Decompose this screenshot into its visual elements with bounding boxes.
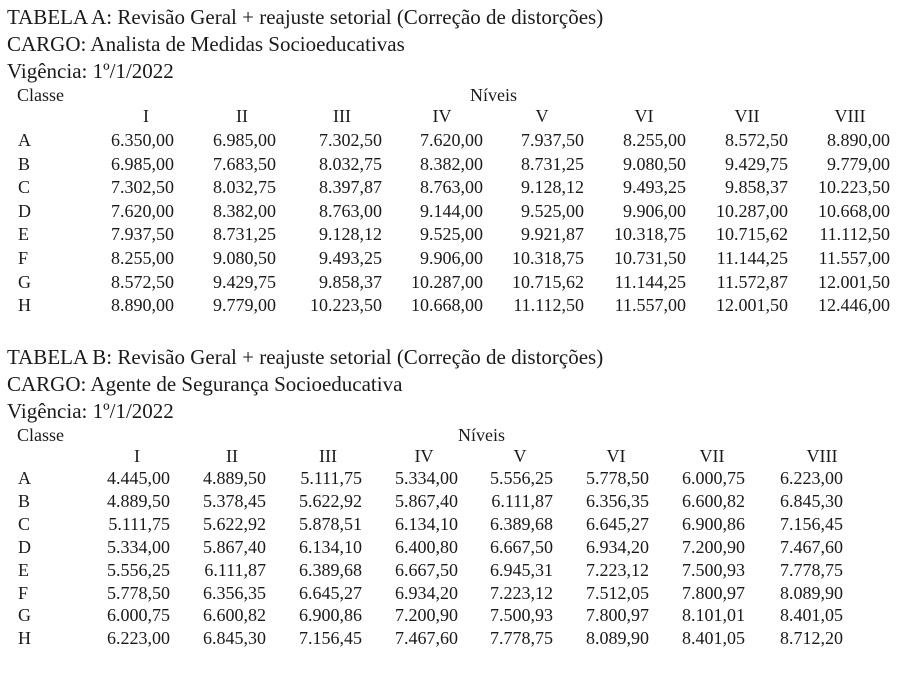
classe-label: D (18, 536, 31, 557)
salary-value: 5.778,50 (586, 468, 649, 488)
salary-value: 12.001,50 (716, 295, 788, 316)
salary-value: 8.397,87 (319, 177, 382, 198)
salary-value: 8.401,05 (682, 628, 745, 649)
salary-value: 8.255,00 (111, 248, 174, 268)
classe-label: C (18, 177, 31, 198)
level-header: III (333, 106, 351, 126)
salary-value: 5.378,45 (203, 490, 266, 511)
salary-value: 11.112,50 (513, 295, 584, 316)
salary-value: 9.858,37 (319, 271, 382, 292)
salary-value: 7.620,00 (111, 200, 174, 221)
salary-value: 7.467,60 (780, 536, 843, 557)
salary-value: 5.556,25 (490, 468, 553, 488)
salary-value: 6.356,35 (586, 490, 649, 511)
classe-label: D (18, 200, 31, 221)
salary-value: 10.318,75 (614, 224, 686, 245)
classe-label: B (18, 153, 31, 174)
salary-value: 8.731,25 (521, 153, 584, 174)
salary-value: 11.572,87 (716, 271, 788, 292)
salary-value: 6.000,75 (107, 605, 170, 626)
salary-value: 6.934,20 (395, 582, 458, 603)
salary-value: 8.731,25 (213, 224, 276, 245)
salary-value: 8.101,01 (682, 605, 745, 626)
salary-value: 7.156,45 (780, 513, 843, 534)
salary-value: 4.889,50 (107, 490, 170, 511)
salary-value: 9.779,00 (827, 153, 890, 174)
salary-value: 7.800,97 (682, 582, 745, 603)
level-header: IV (414, 446, 434, 466)
salary-value: 7.512,05 (586, 582, 649, 603)
salary-value: 9.906,00 (420, 248, 483, 268)
salary-value: 6.600,82 (203, 605, 266, 626)
classe-label: G (18, 271, 31, 292)
salary-value: 8.890,00 (827, 130, 890, 150)
salary-value: 7.778,75 (780, 559, 843, 580)
table-a (0, 4, 902, 335)
salary-value: 4.889,50 (203, 468, 266, 488)
salary-value: 6.667,50 (490, 536, 553, 557)
salary-value: 6.600,82 (682, 490, 745, 511)
classe-label: F (18, 248, 29, 268)
salary-value: 9.144,00 (420, 200, 483, 221)
salary-value: 8.089,90 (780, 582, 843, 603)
salary-value: 12.446,00 (818, 295, 890, 316)
level-header: I (134, 446, 140, 466)
salary-grid (0, 85, 902, 335)
salary-value: 6.134,10 (395, 513, 458, 534)
level-header: VIII (834, 106, 866, 126)
salary-value: 7.683,50 (213, 153, 276, 174)
classe-label: G (18, 605, 31, 626)
salary-value: 8.032,75 (213, 177, 276, 198)
level-header: VI (606, 446, 626, 466)
salary-value: 6.350,00 (111, 130, 174, 150)
classe-label: H (18, 295, 31, 316)
salary-grid (0, 425, 902, 675)
salary-value: 7.200,90 (395, 605, 458, 626)
salary-value: 11.144,25 (614, 271, 686, 292)
salary-value: 8.572,50 (725, 130, 788, 150)
salary-value: 10.715,62 (716, 224, 788, 245)
salary-value: 6.223,00 (780, 468, 843, 488)
salary-value: 4.445,00 (107, 468, 170, 488)
salary-value: 7.620,00 (420, 130, 483, 150)
table-title: TABELA A: Revisão Geral + reajuste setorial (Correção de distorções) (7, 5, 604, 29)
salary-value: 10.668,00 (818, 200, 890, 221)
level-header: I (143, 106, 149, 126)
salary-value: 9.858,37 (725, 177, 788, 198)
niveis-header: Níveis (458, 425, 505, 445)
salary-value: 5.867,40 (203, 536, 266, 557)
salary-value: 5.622,92 (299, 490, 362, 511)
classe-header: Classe (17, 425, 64, 445)
salary-value: 9.128,12 (521, 177, 584, 198)
salary-value: 6.134,10 (299, 536, 362, 557)
salary-value: 6.945,31 (490, 559, 553, 580)
salary-value: 10.223,50 (310, 295, 382, 316)
salary-value: 6.667,50 (395, 559, 458, 580)
salary-value: 8.890,00 (111, 295, 174, 316)
salary-value: 5.778,50 (107, 582, 170, 603)
salary-value: 6.389,68 (299, 559, 362, 580)
salary-value: 6.000,75 (682, 468, 745, 488)
salary-value: 8.763,00 (420, 177, 483, 198)
classe-label: E (18, 224, 29, 245)
salary-value: 9.493,25 (623, 177, 686, 198)
salary-value: 5.111,75 (300, 468, 362, 488)
salary-value: 10.715,62 (512, 271, 584, 292)
salary-value: 7.156,45 (299, 628, 362, 649)
level-header: VII (734, 106, 760, 126)
salary-value: 10.287,00 (411, 271, 483, 292)
salary-value: 7.937,50 (111, 224, 174, 245)
classe-label: B (18, 490, 31, 511)
salary-value: 7.302,50 (319, 130, 382, 150)
salary-value: 6.356,35 (203, 582, 266, 603)
salary-value: 11.557,00 (614, 295, 686, 316)
classe-label: C (18, 513, 31, 534)
cargo-line: CARGO: Agente de Segurança Socioeducativa (7, 372, 403, 396)
salary-value: 7.302,50 (111, 177, 174, 198)
classe-label: H (18, 628, 31, 649)
salary-value: 8.089,90 (586, 628, 649, 649)
salary-value: 9.921,87 (521, 224, 584, 245)
classe-label: F (18, 582, 29, 603)
salary-value: 7.467,60 (395, 628, 458, 649)
salary-value: 6.985,00 (213, 130, 276, 150)
salary-value: 6.223,00 (107, 628, 170, 649)
salary-value: 7.223,12 (586, 559, 649, 580)
salary-value: 6.400,80 (395, 536, 458, 557)
salary-value: 6.645,27 (586, 513, 649, 534)
vigencia-line: Vigência: 1º/1/2022 (7, 399, 174, 423)
salary-value: 6.111,87 (204, 559, 266, 580)
salary-value: 9.525,00 (521, 200, 584, 221)
salary-value: 5.334,00 (107, 536, 170, 557)
level-header: II (236, 106, 248, 126)
salary-value: 7.500,93 (490, 605, 553, 626)
salary-value: 8.032,75 (319, 153, 382, 174)
table-b (0, 344, 902, 675)
salary-value: 9.525,00 (420, 224, 483, 245)
salary-value: 9.493,25 (319, 248, 382, 268)
salary-value: 6.934,20 (586, 536, 649, 557)
salary-value: 5.556,25 (107, 559, 170, 580)
salary-value: 5.622,92 (203, 513, 266, 534)
salary-value: 6.389,68 (490, 513, 553, 534)
table-title: TABELA B: Revisão Geral + reajuste setorial (Correção de distorções) (7, 345, 604, 369)
salary-value: 8.572,50 (111, 271, 174, 292)
salary-value: 6.845,30 (780, 490, 843, 511)
niveis-header: Níveis (470, 85, 517, 105)
salary-value: 8.763,00 (319, 200, 382, 221)
level-header: V (513, 446, 527, 466)
level-header: IV (432, 106, 452, 126)
salary-value: 8.382,00 (420, 153, 483, 174)
level-header: II (226, 446, 238, 466)
salary-value: 9.429,75 (725, 153, 788, 174)
salary-value: 10.318,75 (512, 248, 584, 268)
salary-value: 10.731,50 (614, 248, 686, 268)
classe-label: E (18, 559, 29, 580)
salary-value: 5.334,00 (395, 468, 458, 488)
salary-value: 7.937,50 (521, 130, 584, 150)
salary-value: 8.712,20 (780, 628, 843, 649)
level-header: III (319, 446, 337, 466)
salary-value: 6.900,86 (299, 605, 362, 626)
salary-value: 9.906,00 (623, 200, 686, 221)
salary-value: 5.111,75 (108, 513, 170, 534)
salary-value: 8.401,05 (780, 605, 843, 626)
salary-value: 12.001,50 (818, 271, 890, 292)
salary-value: 11.144,25 (716, 248, 788, 268)
salary-value: 5.867,40 (395, 490, 458, 511)
salary-value: 9.429,75 (213, 271, 276, 292)
salary-value: 11.112,50 (819, 224, 890, 245)
salary-value: 9.779,00 (213, 295, 276, 316)
salary-value: 9.080,50 (623, 153, 686, 174)
classe-label: A (18, 130, 31, 150)
salary-value: 10.668,00 (411, 295, 483, 316)
level-header: VIII (806, 446, 838, 466)
level-header: VI (634, 106, 654, 126)
classe-header: Classe (17, 85, 64, 105)
salary-value: 10.287,00 (716, 200, 788, 221)
salary-value: 7.500,93 (682, 559, 745, 580)
vigencia-line: Vigência: 1º/1/2022 (7, 59, 174, 83)
salary-value: 8.255,00 (623, 130, 686, 150)
salary-value: 6.645,27 (299, 582, 362, 603)
level-header: VII (699, 446, 725, 466)
salary-value: 6.845,30 (203, 628, 266, 649)
level-header: V (535, 106, 549, 126)
salary-value: 7.778,75 (490, 628, 553, 649)
salary-value: 7.800,97 (586, 605, 649, 626)
classe-label: A (18, 468, 31, 488)
salary-value: 10.223,50 (818, 177, 890, 198)
salary-value: 6.985,00 (111, 153, 174, 174)
salary-value: 6.900,86 (682, 513, 745, 534)
salary-value: 11.557,00 (818, 248, 890, 268)
salary-value: 6.111,87 (491, 490, 553, 511)
salary-value: 5.878,51 (299, 513, 362, 534)
salary-value: 9.080,50 (213, 248, 276, 268)
salary-value: 9.128,12 (319, 224, 382, 245)
cargo-line: CARGO: Analista de Medidas Socioeducativas (7, 32, 405, 56)
salary-value: 7.200,90 (682, 536, 745, 557)
salary-value: 8.382,00 (213, 200, 276, 221)
salary-value: 7.223,12 (490, 582, 553, 603)
